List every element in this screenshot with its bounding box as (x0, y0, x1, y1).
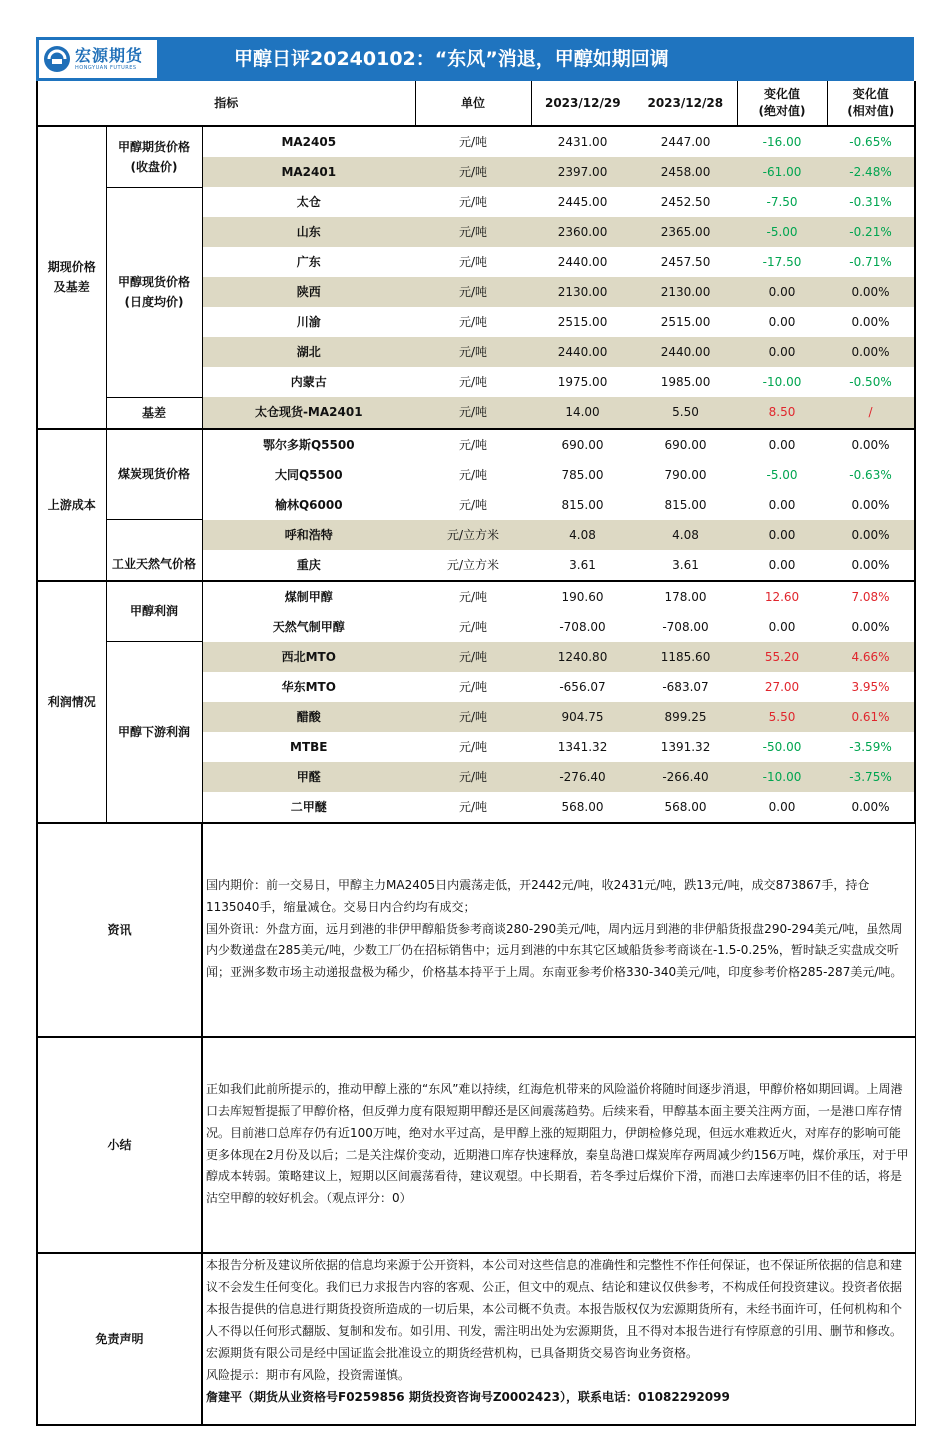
row-value-date2: 2365.00 (634, 217, 737, 247)
row-value-date1: 904.75 (531, 702, 634, 732)
col-header-abs-change: 变化值 (绝对值) (737, 81, 827, 126)
row-indicator: 重庆 (296, 557, 321, 572)
row-abs-change: 8.50 (737, 397, 827, 429)
row-value-date2: 3.61 (672, 557, 699, 572)
row-indicator: 西北MTO (202, 642, 415, 672)
col-header-unit: 单位 (415, 81, 531, 126)
subgroup-gas-price: 工业天然气价格 (106, 520, 202, 581)
row-value-date2: 1985.00 (660, 375, 711, 389)
news-domestic: 国内期价：前一交易日，甲醇主力MA2405日内震荡走低，开2442元/吨，收2431元/吨，跌13元/吨，成交873867手，持仓1135040手，缩量减仓。交易日内合约均有成交； (206, 878, 870, 914)
row-rel-change: -0.63% (827, 460, 915, 490)
disclaimer-text: 本报告分析及建议所依据的信息均来源于公开资料，本公司对这些信息的准确性和完整性不作任何保证，也不保证所依据的信息和建议不会发生任何变化。我们已力求报告内容的客观、公正，但文中的观点、结论和建议仅供参考，不构成任何投资建议。投资者依据本报告提供的信息进行期货投资所造成的一切后果，本公司概不负责。本报告版权仅为宏源期货所有，未经书面许可，任何机构和个人不得以任何形式翻版、复制和发布。如引用、刊发，需注明出处为宏源期货，且不得对本报告进行有悖原意的引用、删节和修改。宏源期货有限公司是经中国证监会批准设立的期货经营机构，已具备期货交易咨询业务资格。 (206, 1257, 903, 1360)
summary-section (37, 1037, 915, 1253)
row-unit: 元/吨 (415, 397, 531, 429)
row-indicator: MA2405 (281, 135, 337, 149)
row-indicator: 二甲醚 (290, 799, 327, 814)
summary-text: 正如我们此前所提示的，推动甲醇上涨的“东风”难以持续，红海危机带来的风险溢价将随时间逐步消退，甲醇价格如期回调。上周港口去库短暂提振了甲醇价格，但反弹力度有限短期甲醇还是区间震荡趋势。后续来看，甲醇基本面主要关注两方面，一是港口库存情况。目前港口总库存仍有近100万吨，绝对水平过高，是甲醇上涨的短期阻力，伊朗检修兑现，但远水难救近火，对库存的影响可能更多体现在2月份及以后；二是关注煤价变动，近期港口库存快速释放，秦皇岛港口煤炭库存两周减少约156万吨，煤价承压，对于甲醇成本转弱。策略建议上，短期以区间震荡看待，建议观望。中长期看，若冬季过后煤价下滑，而港口去库速率仍旧不佳的话，将是沽空甲醇的较好机会。（观点评分：0） (206, 1082, 909, 1205)
table-row (37, 187, 915, 217)
news-body (202, 823, 915, 1037)
row-value-date1: 2360.00 (531, 217, 634, 247)
row-value-date1: 1240.80 (531, 642, 634, 672)
col-header-date2: 2023/12/28 (634, 81, 737, 126)
row-abs-change: -50.00 (762, 739, 802, 754)
row-unit: 元/吨 (415, 429, 531, 460)
table-row (37, 642, 915, 672)
row-unit: 元/立方米 (415, 520, 531, 550)
row-indicator: MA2401 (202, 157, 415, 187)
summary-body (202, 1037, 915, 1253)
row-indicator: MTBE (290, 739, 328, 754)
row-value-date2: 899.25 (634, 702, 737, 732)
subgroup-downstream-profit: 甲醇下游利润 (106, 642, 202, 823)
row-indicator: 广东 (296, 255, 321, 269)
row-abs-change: 0.00 (768, 497, 796, 512)
row-abs-change: 0.00 (768, 557, 796, 572)
row-value-date1: 190.60 (531, 581, 634, 612)
row-indicator: 内蒙古 (290, 375, 327, 389)
row-unit: 元/吨 (458, 679, 488, 694)
row-rel-change: 0.00% (827, 550, 915, 581)
row-indicator: 华东MTO (281, 679, 336, 694)
row-rel-change: 0.00% (827, 520, 915, 550)
row-value-date1: 815.00 (561, 497, 604, 512)
subgroup-futures-price: 甲醇期货价格 (收盘价) (106, 126, 202, 187)
row-abs-change: -7.50 (766, 195, 798, 209)
row-value-date1: -656.07 (559, 679, 606, 694)
col-header-indicator: 指标 (37, 81, 415, 126)
report-title: 甲醇日评20240102：“东风”消退，甲醇如期回调 (234, 48, 669, 70)
row-indicator: 川渝 (296, 315, 321, 329)
row-value-date2: 568.00 (664, 799, 707, 814)
row-rel-change: -0.65% (827, 126, 915, 157)
row-abs-change: -5.00 (766, 467, 798, 482)
row-rel-change: 4.66% (827, 642, 915, 672)
row-value-date1: 1975.00 (557, 375, 608, 389)
row-unit: 元/吨 (458, 497, 488, 512)
row-abs-change: 27.00 (764, 679, 800, 694)
row-abs-change: -61.00 (737, 157, 827, 187)
row-rel-change: 3.95% (827, 672, 915, 702)
news-international: 国外资讯：外盘方面，远月到港的非伊甲醇船货参考商谈280-290美元/吨，周内远月到港的非伊船货报盘290-294美元/吨，虽然周内少数递盘在285美元/吨，少数工厂仍在招标销售中；远月到港的中东其它区域船货参考商谈在-1.5-0.25%，暂时缺乏实盘成交听闻；亚洲多数市场主动递报盘极为稀少，价格基本持平于上周。东南亚参考价格330-340美元/吨，印度参考价格285-287美元/吨。 (206, 921, 903, 980)
row-abs-change: -10.00 (737, 762, 827, 792)
row-value-date1: 3.61 (569, 557, 596, 572)
row-unit: 元/立方米 (446, 557, 500, 572)
row-unit: 元/吨 (415, 277, 531, 307)
category-upstream-cost: 上游成本 (37, 429, 106, 581)
row-value-date2: 2447.00 (660, 135, 711, 149)
row-unit: 元/吨 (458, 619, 488, 634)
row-abs-change: -10.00 (762, 375, 802, 389)
row-rel-change: 0.00% (827, 612, 915, 642)
row-rel-change: 0.00% (827, 429, 915, 460)
col-header-rel-change: 变化值 (相对值) (827, 81, 915, 126)
disclaimer-section (37, 1253, 915, 1425)
logo-emblem-icon (43, 45, 71, 73)
subgroup-methanol-profit: 甲醇利润 (106, 581, 202, 642)
row-value-date2: 2458.00 (634, 157, 737, 187)
table-header (37, 81, 915, 126)
subgroup-basis: 基差 (106, 397, 202, 429)
row-value-date1: 14.00 (531, 397, 634, 429)
row-unit: 元/吨 (415, 762, 531, 792)
row-indicator: 湖北 (202, 337, 415, 367)
row-value-date1: 2515.00 (557, 315, 608, 329)
row-value-date2: 690.00 (634, 429, 737, 460)
logo-subtext: HONGYUAN FUTURES (75, 64, 137, 71)
risk-warning: 风险提示：期市有风险，投资需谨慎。 (206, 1367, 411, 1382)
row-value-date2: -708.00 (662, 619, 709, 634)
row-unit: 元/吨 (458, 467, 488, 482)
row-abs-change: 12.60 (737, 581, 827, 612)
col-header-date1: 2023/12/29 (531, 81, 634, 126)
row-unit: 元/吨 (415, 642, 531, 672)
row-abs-change: 0.00 (768, 799, 796, 814)
row-value-date1: 4.08 (531, 520, 634, 550)
category-profit: 利润情况 (37, 581, 106, 823)
table-row (37, 397, 915, 429)
row-rel-change: 0.00% (827, 337, 915, 367)
row-rel-change: 0.00% (827, 792, 915, 823)
row-unit: 元/吨 (415, 581, 531, 612)
row-value-date2: 2130.00 (634, 277, 737, 307)
subgroup-spot-price: 甲醇现货价格 (日度均价) (106, 187, 202, 397)
row-indicator: 呼和浩特 (202, 520, 415, 550)
report-banner (36, 37, 914, 81)
table-row (37, 126, 915, 157)
row-value-date1: 2130.00 (531, 277, 634, 307)
row-abs-change: -5.00 (737, 217, 827, 247)
news-label: 资讯 (37, 823, 202, 1037)
row-value-date1: -708.00 (559, 619, 606, 634)
row-indicator: 大同Q5500 (274, 467, 343, 482)
row-abs-change: 0.00 (737, 429, 827, 460)
disclaimer-body (202, 1253, 915, 1425)
row-indicator: 甲醛 (202, 762, 415, 792)
row-abs-change: 55.20 (737, 642, 827, 672)
row-value-date2: 5.50 (634, 397, 737, 429)
row-value-date2: 815.00 (664, 497, 707, 512)
row-rel-change: -0.50% (827, 367, 915, 397)
row-value-date1: 2440.00 (557, 255, 608, 269)
row-value-date2: 4.08 (634, 520, 737, 550)
row-rel-change: -3.75% (827, 762, 915, 792)
row-indicator: 太仓现货-MA2401 (202, 397, 415, 429)
row-rel-change: -2.48% (827, 157, 915, 187)
news-section (37, 823, 915, 1037)
row-value-date1: -276.40 (531, 762, 634, 792)
row-value-date1: 2431.00 (557, 135, 608, 149)
summary-label: 小结 (37, 1037, 202, 1253)
row-rel-change: 0.00% (827, 307, 915, 337)
row-rel-change: -3.59% (827, 732, 915, 762)
row-indicator: 煤制甲醇 (202, 581, 415, 612)
row-rel-change: / (827, 397, 915, 429)
row-indicator: 榆林Q6000 (274, 497, 343, 512)
row-value-date2: 1391.32 (660, 739, 711, 754)
row-rel-change: 0.61% (827, 702, 915, 732)
row-value-date2: 2440.00 (634, 337, 737, 367)
category-price-basis: 期现价格 及基差 (37, 126, 106, 429)
row-value-date2: 2515.00 (660, 315, 711, 329)
row-value-date2: 1185.60 (634, 642, 737, 672)
row-indicator: 太仓 (296, 195, 321, 209)
logo-text: 宏源期货 (75, 45, 144, 65)
row-unit: 元/吨 (415, 157, 531, 187)
analyst-contact: 詹建平（期货从业资格号F0259856 期货投资咨询号Z0002423），联系电话：01082292099 (206, 1389, 730, 1404)
row-value-date2: 2452.50 (660, 195, 711, 209)
row-indicator: 陕西 (202, 277, 415, 307)
row-unit: 元/吨 (415, 702, 531, 732)
row-value-date2: 790.00 (664, 467, 707, 482)
row-abs-change: 0.00 (768, 619, 796, 634)
table-row (37, 429, 915, 460)
row-value-date1: 2440.00 (531, 337, 634, 367)
row-indicator: 天然气制甲醇 (272, 619, 345, 634)
subgroup-coal-price: 煤炭现货价格 (106, 429, 202, 520)
row-value-date1: 1341.32 (557, 739, 608, 754)
row-abs-change: 0.00 (737, 337, 827, 367)
table-row (37, 520, 915, 550)
row-rel-change: -0.31% (827, 187, 915, 217)
row-value-date2: 2457.50 (660, 255, 711, 269)
row-abs-change: 0.00 (737, 520, 827, 550)
row-unit: 元/吨 (458, 315, 488, 329)
table-row (37, 581, 915, 612)
data-table (36, 81, 916, 1426)
row-value-date2: -266.40 (634, 762, 737, 792)
row-abs-change: -16.00 (762, 135, 802, 149)
row-rel-change: 0.00% (827, 490, 915, 520)
row-value-date2: 178.00 (634, 581, 737, 612)
row-value-date1: 690.00 (531, 429, 634, 460)
row-abs-change: 5.50 (737, 702, 827, 732)
row-unit: 元/吨 (458, 195, 488, 209)
row-abs-change: -17.50 (762, 255, 802, 269)
row-rel-change: -0.21% (827, 217, 915, 247)
row-rel-change: 0.00% (827, 277, 915, 307)
row-unit: 元/吨 (458, 255, 488, 269)
row-unit: 元/吨 (415, 337, 531, 367)
row-indicator: 山东 (202, 217, 415, 247)
row-rel-change: 7.08% (827, 581, 915, 612)
row-value-date1: 785.00 (561, 467, 604, 482)
row-unit: 元/吨 (458, 739, 488, 754)
row-value-date1: 2397.00 (531, 157, 634, 187)
row-rel-change: -0.71% (827, 247, 915, 277)
report-sheet (36, 37, 914, 1426)
row-unit: 元/吨 (415, 217, 531, 247)
company-logo (39, 40, 157, 78)
row-abs-change: 0.00 (737, 277, 827, 307)
row-indicator: 醋酸 (202, 702, 415, 732)
row-unit: 元/吨 (458, 799, 488, 814)
disclaimer-label: 免责声明 (37, 1253, 202, 1425)
row-indicator: 鄂尔多斯Q5500 (202, 429, 415, 460)
row-unit: 元/吨 (458, 135, 488, 149)
row-abs-change: 0.00 (768, 315, 796, 329)
row-unit: 元/吨 (458, 375, 488, 389)
row-value-date1: 2445.00 (557, 195, 608, 209)
row-value-date1: 568.00 (561, 799, 604, 814)
row-value-date2: -683.07 (662, 679, 709, 694)
